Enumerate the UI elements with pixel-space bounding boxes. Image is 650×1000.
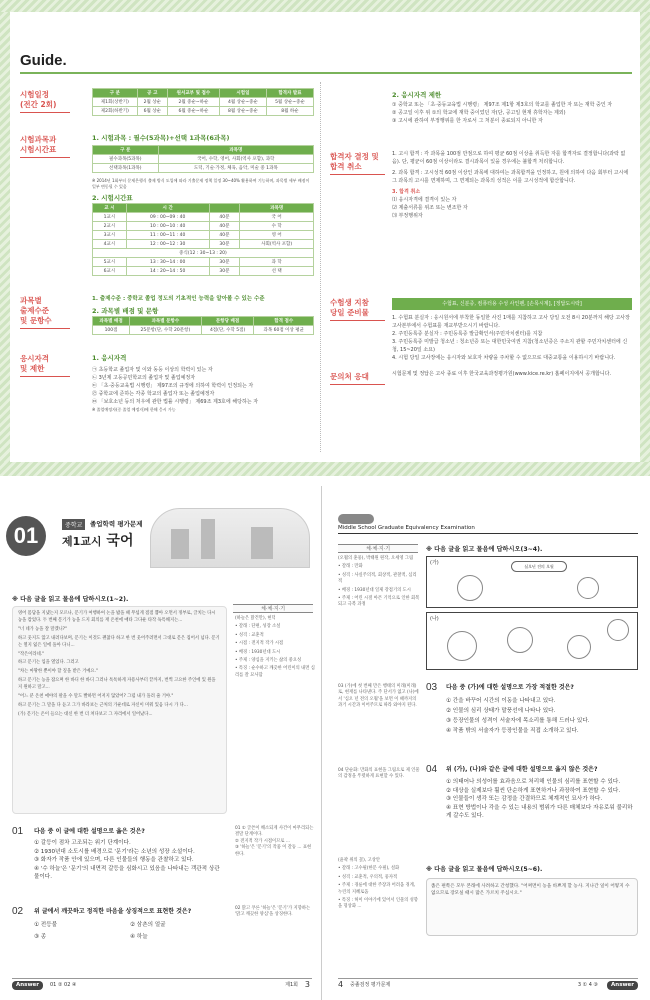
scope-label-2: 출제수준 [20, 306, 49, 315]
th-0: 과목별 배점 [93, 317, 130, 326]
page-number: 3 [304, 980, 310, 989]
right-footer [338, 978, 638, 990]
option[interactable]: ① 의태어나 의성어를 효과음으로 처리해 인물의 심리를 표현할 수 있다. [446, 779, 621, 785]
timetable-title: 2. 시험시간표 [92, 194, 133, 202]
page-title: Guide. [20, 52, 67, 69]
side-head: 체·체·지·기 [338, 544, 418, 553]
q4-explanation: 04 단순화: 만화의 표현을 그림으로 제 인물의 감정을 뚜렷하게 표현할 수 있다. [338, 768, 420, 780]
scope-line1: 1. 출제수준 : 중학교 졸업 정도의 기초적인 능력을 알아볼 수 있는 수준 [92, 296, 265, 302]
passage-paragraph: 하고 문기는 입을 열었다. 그러고 [18, 660, 79, 666]
side-line: • 배경 : 1930년대 일제 강점기의 도시 [338, 587, 411, 593]
docs-banner: 수험표, 신분증, 컴퓨터용 수성 사인펜, [손목시계], [정답도시락] [392, 298, 632, 310]
option[interactable]: ② 1930년대 소도시를 배경으로 '문기'라는 소년의 성장 소설이다. [34, 848, 195, 855]
th-2 [209, 204, 240, 213]
badge: 중학교 [62, 519, 85, 530]
left-footer [12, 978, 312, 990]
scope-label-1: 과목별 [20, 296, 42, 305]
right-stripe [640, 12, 650, 462]
q3-number: 03 [426, 682, 438, 693]
option[interactable]: ④ 작품 밖의 서술자가 등장인물을 직접 소개하고 있다. [446, 728, 579, 734]
table-row [93, 326, 314, 335]
building-icon [201, 519, 215, 559]
table-row [93, 98, 314, 107]
caption-bubble: 심오년 전의 오월 [511, 561, 567, 572]
intro-2: ※ 다음 글을 읽고 물음에 답하시오(5~6). [426, 866, 543, 873]
pass-label [330, 152, 379, 172]
q3-options [446, 696, 638, 736]
pass-item-1: 1. 고시 합격 : 각 과목을 100점 만점으로 하여 평균 60점 이상을 취득한 자를 합격자로 결정합니다(과락 없음). 단, 평균이 60점 이상이라도 결시과목이 있을 경우에는 불합격 처리합니다. [392, 151, 626, 165]
cell: 사회(역사 포함) [240, 240, 314, 249]
column-divider [320, 82, 321, 452]
header-rule [338, 533, 638, 534]
cell: 8월 하순 [266, 107, 313, 116]
cell: 25문항(단, 수학 20문항) [130, 326, 202, 335]
character-figure [507, 627, 533, 653]
cell: 30분 [209, 240, 240, 249]
contact-label: 문의처 응대 [330, 372, 369, 381]
table-row [93, 213, 314, 222]
badge-title: 졸업학력 평가문제 [90, 520, 143, 528]
qual-label-2: 및 제한 [20, 364, 45, 373]
cell: 2교시 [93, 222, 127, 231]
schedule-label-rule [20, 112, 70, 113]
list-item: ③ 고시에 관하여 부정행위를 한 자로서 그 처분이 종료되지 아니한 자 [392, 118, 543, 124]
th-1: 공 고 [137, 89, 167, 98]
cell: 선택과목(1과목) [93, 164, 159, 173]
character-figure [457, 575, 483, 601]
list-item: 4. 시험 당일 고사장에는 응시자와 보호자 차량을 주차할 수 없으므로 대중교통을 이용하시기 바랍니다. [392, 355, 616, 361]
cell: 6교시 [93, 267, 127, 276]
cell: 11 : 00~11 : 40 [126, 231, 209, 240]
list-item: 2. 주민등록증 분실자 : 주민등록증 발급확인서(주민자치센터)를 지참 [392, 331, 543, 337]
passage [12, 606, 227, 814]
docs-label-2: 당일 준비물 [330, 308, 369, 317]
passage-paragraph: "어느 분 온천 애야의 팔을 수 말도 빨하면 어저지 않았어? 그럼 내가 돌려 줄 거야." [18, 694, 174, 700]
running-header: Middle School Graduate Equivalency Examination [338, 525, 475, 531]
option[interactable]: ④ '수 하늘'은 '문기'의 내면적 갈등을 심화시고 있음을 나타내는 객관적 상관물이다. [34, 865, 220, 880]
table-row [93, 267, 314, 276]
cell: 6월 중순~하순 [167, 107, 219, 116]
header-illustration [150, 508, 310, 568]
schedule-label [20, 90, 56, 110]
option[interactable]: ③ 인물들이 생각 또는 감정을 간결하므로 체계적인 묘사가 하다. [446, 796, 603, 802]
comic-b-label: (나) [430, 616, 439, 622]
option[interactable]: ④ 표현 방법이나 각을 수 있는 내용의 범위가 다른 매체보다 자유로워 불리하게 갈수도 있다. [446, 804, 633, 819]
th-1: 시 간 [126, 204, 209, 213]
docs-label-1: 수험생 지참 [330, 298, 369, 307]
list-item: ⑶ 부정행위자 [392, 213, 423, 219]
cell: 필수과목(5과목) [93, 155, 159, 164]
list-item: ㉤ 「보호소년 등의 처우에 관한 법률 시행령」 제69조 제3호에 해당하는 자 [92, 399, 259, 405]
qual-title: 1. 응시자격 [92, 354, 127, 362]
character-figure [607, 619, 629, 641]
timetable-table [92, 203, 314, 276]
list-item: ㉢ 「초·중등교육법 시행령」 제97조의 규정에 의하여 학력이 인정되는 자 [92, 383, 254, 389]
cell: 13 : 30~14 : 00 [126, 258, 209, 267]
cell: 10 : 00~10 : 40 [126, 222, 209, 231]
th-3: 시험일 [219, 89, 266, 98]
th-0: 구 분 [93, 146, 159, 155]
cell: 2월 상순 [137, 98, 167, 107]
q3-text: 다음 중 (가)에 대한 설명으로 가장 적절한 것은? [446, 684, 574, 691]
pass-item-3: 3. 합격 취소 [392, 189, 421, 195]
restriction-list [392, 101, 632, 125]
passage-paragraph: "작은이라네." [18, 651, 45, 657]
lunch-cell: 중식(12 : 30~13 : 20) [93, 249, 314, 258]
cell: 40분 [209, 231, 240, 240]
cell: 5교시 [93, 258, 127, 267]
cell: 4점(단, 수학 5점) [201, 326, 254, 335]
comic-b [426, 612, 638, 670]
th-1: 과목명 [158, 146, 313, 155]
cell: 영 어 [240, 231, 314, 240]
cell: 30분 [209, 267, 240, 276]
th-4: 합격자 발표 [266, 89, 313, 98]
th-3: 과목명 [240, 204, 314, 213]
side-line: (오월의 훈풍), 박태원 원작, 오세영 그림 [338, 556, 414, 561]
passage-paragraph: 영어 몸담을 지냈는지 모르나, 문기가 여행하여 논을 밟을 때 무섭게 점점 뽑아 오면서 정부로, 글치는 다시 농을 캄었다. 두 번째 문기가 농을 드지 회의를 재 온천에 애타 그다운 타작 독특해지는... [18, 611, 216, 623]
cell: 3교시 [93, 231, 127, 240]
side-notes [235, 616, 315, 681]
scope-table [92, 316, 314, 335]
passage-paragraph: (가) 문기는 온이 들으는 대신 한 번 더 쳐다보고 그 자리에서 일어났다... [18, 711, 153, 717]
q4-number: 04 [426, 764, 438, 775]
cell: 12 : 00~12 : 30 [126, 240, 209, 249]
subjects-note: ※ 2014년 1회부터 문제은행식 출제 방식 도입에 따라 기출문제 정책 일정 30~40% 활용하여 기능하며, 과목별 세부 배점이 일부 변동될 수 있음 [92, 178, 310, 189]
chapter-number: 01 [6, 516, 46, 556]
list-item: ㉣ 중학교에 준하는 각종 학교의 졸업자 또는 졸업예정자 [92, 391, 215, 397]
side-line: • 갈래 : 고수필(한문 수필), 설화 [338, 866, 400, 872]
cell: 과 학 [240, 258, 314, 267]
pass-label-1: 합격자 결정 및 [330, 152, 379, 161]
cell: 국 어 [240, 213, 314, 222]
list-item: ⑵ 제출서류를 위조 또는 변조한 자 [392, 205, 468, 211]
subject: 국어 [106, 533, 134, 549]
q2-opt-1[interactable]: ① 전등불 [34, 922, 58, 928]
qual-label-rule [20, 376, 70, 377]
scope-label [20, 296, 52, 326]
cell: 09 : 00~09 : 40 [126, 213, 209, 222]
side-line: • 특징 : 허이 이야기에 있어서 인물의 성향을 형상화 ... [338, 898, 418, 910]
top-stripe [0, 0, 650, 12]
side-line: • 시점 : 전지적 작가 시점 [235, 641, 284, 647]
side-line: • 성격 : 교훈적, 우의적, 풍자적 [338, 874, 398, 880]
table-row [93, 258, 314, 267]
q2-opt-2[interactable]: ② 삼촌의 얼굴 [130, 922, 166, 928]
restriction-title: 2. 응시자격 제한 [392, 91, 442, 99]
subjects-table [92, 145, 314, 173]
docs-list [392, 314, 632, 362]
q1-number: 01 [12, 826, 24, 837]
q2-text: 위 글에서 깨끗하고 정직한 마음을 상징적으로 표현한 것은? [34, 908, 192, 915]
subjects-label-1: 시험과목과 [20, 135, 57, 144]
cell: 100점 [93, 326, 130, 335]
expl-line: 01 ① 글쓴이 해소되게 사건이 마무리되는 결말 단계이다. [235, 826, 314, 838]
cell: 4교시 [93, 240, 127, 249]
q2-explanation: 02 맑고 푸른 '하늘'은 '문기'가 지향하는 '맑고 깨끗한 양심'을 상징한다. [235, 906, 311, 918]
comic-a-label: (가) [430, 560, 439, 566]
list-item: ㉠ 초등학교 졸업자 및 이와 동등 이상의 학력이 있는 자 [92, 367, 213, 373]
table-row [93, 240, 314, 249]
cell: 도덕, 기술·가정, 체육, 음악, 미술 중 1과목 [158, 164, 313, 173]
th-0: 구 분 [93, 89, 138, 98]
right-page [326, 486, 650, 1000]
cell: 40분 [209, 213, 240, 222]
subjects-title: 1. 시험과목 : 필수(5과목)+선택 1과목(6과목) [92, 134, 230, 142]
list-item: ⑴ 응시자격에 결격이 있는 자 [392, 197, 457, 203]
docs-label-rule [330, 320, 385, 321]
contact-label-rule [330, 384, 385, 385]
q4-text: 위 (가), (나)와 같은 글에 대한 설명으로 옳지 않은 것은? [446, 766, 598, 773]
title-underline [20, 72, 632, 74]
list-item: ㉡ 3년제 고등공민학교의 졸업자 및 졸업예정자 [92, 375, 196, 381]
subjects-label [20, 135, 56, 155]
answer-tag: Answer [12, 981, 43, 990]
q4-options [446, 778, 638, 821]
guide-page [0, 0, 650, 476]
list-item: 3. 주민등록증 미발급 청소년 : 청소년증 또는 대한민국여권 지참(청소년증은 주소지 관할 주민자치센터에 신청, 15~20일 소요) [392, 339, 628, 353]
left-stripe [0, 12, 10, 462]
character-figure [577, 577, 599, 599]
character-figure [567, 635, 591, 659]
q1-options [34, 839, 224, 882]
footer-label: 제1회 [285, 982, 298, 988]
scope-label-rule [20, 328, 70, 329]
schedule-table [92, 88, 314, 116]
q2-opt-4[interactable]: ④ 하늘 [130, 934, 148, 940]
cell: 과목 60점 이상 평균 [254, 326, 314, 335]
table-row [93, 249, 314, 258]
side-line: • 성격 : 교훈적 [235, 632, 264, 638]
option[interactable]: ② 인물의 심리 상태가 말풍선에 나타나 있다. [446, 708, 556, 714]
qual-label-1: 응시자격 [20, 354, 49, 363]
side-line: (하늘은 맑건만), 현덕 [235, 616, 276, 621]
cell: 제2회(하반기) [93, 107, 138, 116]
qualification-label [20, 354, 49, 374]
subjects-label-rule [20, 157, 70, 158]
th-0: 교 시 [93, 204, 127, 213]
character-figure [447, 631, 477, 661]
option[interactable]: ① 갈등이 점차 고조되는 위기 단계이다. [34, 840, 131, 846]
th-3: 합격 점수 [254, 317, 314, 326]
answer-values: 01 ② 02 ④ [50, 982, 77, 988]
th-2: 원서교부 및 접수 [167, 89, 219, 98]
side-line: • 특징 : 순수하고 깨끗한 어린이의 내면 심리를 잘 묘사함 [235, 666, 315, 678]
side-line: • 성격 : 사실주의적, 회상적, 관찰적, 심리적 [338, 572, 417, 585]
cell: 제1회(상반기) [93, 98, 138, 107]
passage-paragraph: 하고 문기는 농을 잡으며 한 바디 한 바디 그러나 톡톡하게 자용사부터 끝까지, 번쩍 고요한 주인에 있 원을 지 원하고 말고... [18, 678, 216, 691]
side-head: 체·체·지·기 [233, 604, 313, 613]
side-line: • 갈래 : 만화 [338, 564, 363, 570]
footer-label: 중졸검정 평가문제 [350, 982, 391, 988]
side-line: • 갈래 : 단편, 성장 소설 [235, 624, 281, 630]
building-icon [171, 529, 189, 559]
th-2: 문항당 배점 [201, 317, 254, 326]
q2-number: 02 [12, 906, 24, 917]
cell: 5월 상순~중순 [266, 98, 313, 107]
left-page [0, 486, 322, 1000]
option[interactable]: ③ 화자가 작품 안에 있으며, 다른 인물들의 행동을 관찰하고 있다. [34, 857, 194, 863]
q3-explanation: 03 (가)에 첫 번째 만은 행태의 미래(미래)로, 현재를 나타낸다. 주 단서가 없고 (나)에서 '심오 년 전의 오월'을 보면 이 때까지의 과거 시간과 이어주므로 따라 와야지 된다. [338, 684, 419, 709]
option[interactable]: ③ 등장인물의 성격이 서술자에 목소리를 통해 드러나 있다. [446, 718, 590, 724]
header-graphic [338, 514, 374, 524]
q1-explanation [235, 826, 315, 858]
comic-a [426, 556, 638, 608]
table-row [93, 231, 314, 240]
intro: ※ 다음 글을 읽고 물음에 답하시오(3~4). [426, 546, 543, 553]
expl-line: ② 전지적 작가 시점이므로 ... [235, 838, 290, 844]
intro: ※ 다음 글을 읽고 물음에 답하시오(1~2). [12, 596, 129, 603]
passage-2: 좁은 편쪽은 모두 본래에 사려하고 간청했다. "어쩌면이 농을 바쁘게 할 농사. 지나간 일이 어떻지 수 없으므로 장모실 때시 많은 가르치 주십시오." [426, 878, 638, 936]
scope-title2: 2. 과목별 배점 및 문항 [92, 307, 159, 315]
side-notes-2 [338, 858, 420, 913]
cell: 6월 상순 [137, 107, 167, 116]
pass-item-2: 2. 과목 합격 : 고시성적 60점 이상인 과목에 대하여는 과목합격을 인정하고, 원에 의하여 다음 회부터 고시에 그 과목의 고시를 면제하며, 그 면제되는 과목의 성적은 이를 고시성적에 합산합니다. [392, 170, 629, 184]
table-row [93, 222, 314, 231]
list-item: ② 공고일 이후 위 ①의 학교에 재학 중이었던 자(단, 공고일 현재 휴학자는 제외) [392, 110, 566, 116]
cell: 1교시 [93, 213, 127, 222]
q2-opt-3[interactable]: ③ 종 [34, 934, 47, 940]
qual-list [92, 366, 317, 414]
side-line: • 주제 : 경륜에 대한 주장과 어려움 경계, 누린의 지혜로움 [338, 883, 416, 895]
th-1: 과목별 문항수 [130, 317, 202, 326]
side-line: • 주제 : 어린 시절 아픈 기억으로 인한 회복되고 극복 과정 [338, 596, 420, 608]
contact-text: 시험문제 및 정답은 고사 종료 이후 한국교육과정평가원(www.kice.re.kr) 홈페이지에서 공개합니다. [392, 371, 612, 377]
subjects-label-2: 시험시간표 [20, 145, 57, 154]
schedule-label-1: 시험일정 [20, 90, 49, 99]
cell: 국어, 수학, 영어, 사회(역사 포함), 과학 [158, 155, 313, 164]
passage-paragraph: 하고 문기는 그 말을 다 듣고 그가 바라보는 근처의 가운데로 자신이 미워 있음 다시 가 다... [18, 702, 188, 708]
q1-text: 다음 중 이 글에 대한 설명으로 옳은 것은? [34, 828, 145, 835]
answer-values: 3 ① 4 ③ [577, 982, 598, 988]
subject-title [62, 530, 133, 550]
table-row [93, 164, 314, 173]
side-notes [338, 556, 420, 611]
docs-label [330, 298, 369, 318]
qual-footnote: ※ 졸업예정자(중 졸업 예정자)에 한해 응시 가능 [92, 407, 176, 412]
pass-body [392, 150, 632, 220]
cell: 30분 [209, 258, 240, 267]
side-line: • 주제 : 양심을 지키는 삶의 중요성 [235, 658, 302, 664]
cell: 2월 중순~하순 [167, 98, 219, 107]
answer-tag: Answer [607, 981, 638, 990]
cell: 선 택 [240, 267, 314, 276]
table-row [93, 155, 314, 164]
cell: 14 : 20~14 : 50 [126, 267, 209, 276]
page-number: 4 [338, 980, 344, 989]
cell: 8월 상순~중순 [219, 107, 266, 116]
passage-paragraph: 하고 웃지도 않고 내려다보며, 문기는 이것도 괜찮다 하고 한 번 웃어주려면서 그대로 문은 집어서 넘다. 문기는 열지 잃은 일에 돌아 다니... [18, 635, 220, 648]
cell: 4월 상순~중순 [219, 98, 266, 107]
passage-paragraph: "차는 마땅한 뿐이야 할 짚을 받은 거예요." [18, 669, 98, 675]
list-item: 1. 수험표 분실자 : 응시원서에 부착한 동일한 사진 1매를 지참하고 고사 당일 오전 8시 20분까지 해당 고사장 고사본부에서 수험표를 재교부받으시기 바랍니다. [392, 315, 630, 329]
pass-label-2: 합격 취소 [330, 162, 362, 171]
scope-label-3: 및 문항수 [20, 316, 52, 325]
option[interactable]: ② 대상을 실제보다 훨씬 단순하게 표현하거나 과장하여 표현할 수 있다. [446, 787, 621, 794]
pass-label-rule [330, 174, 385, 175]
building-icon [251, 527, 273, 559]
side-line: • 배경 : 1930년대 도시 [235, 649, 281, 655]
option[interactable]: ① 간을 바꾸어 시간의 이동을 나타내고 있다. [446, 698, 556, 704]
passage-paragraph: "너 네가 농을 잘 말겠니?" [18, 626, 68, 632]
cell: 수 학 [240, 222, 314, 231]
period: 제1교시 [62, 535, 102, 548]
side-line: (윤곽 위의 꽃), 고상안 [338, 858, 381, 863]
exam-spread [0, 486, 650, 1000]
schedule-label-2: (전간 2회) [20, 100, 57, 109]
bottom-stripe [0, 462, 650, 476]
cell: 40분 [209, 222, 240, 231]
expl-line: ③ '하늘'은 '문기'의 작품 이 갈등 ... 표현한다. [235, 845, 312, 857]
list-item: ① 중학교 또는 「초·중등교육법 시행령」 제97조 제1항 제3호의 학교를 졸업한 자 또는 재학 중인 자 [392, 102, 613, 108]
table-row [93, 107, 314, 116]
